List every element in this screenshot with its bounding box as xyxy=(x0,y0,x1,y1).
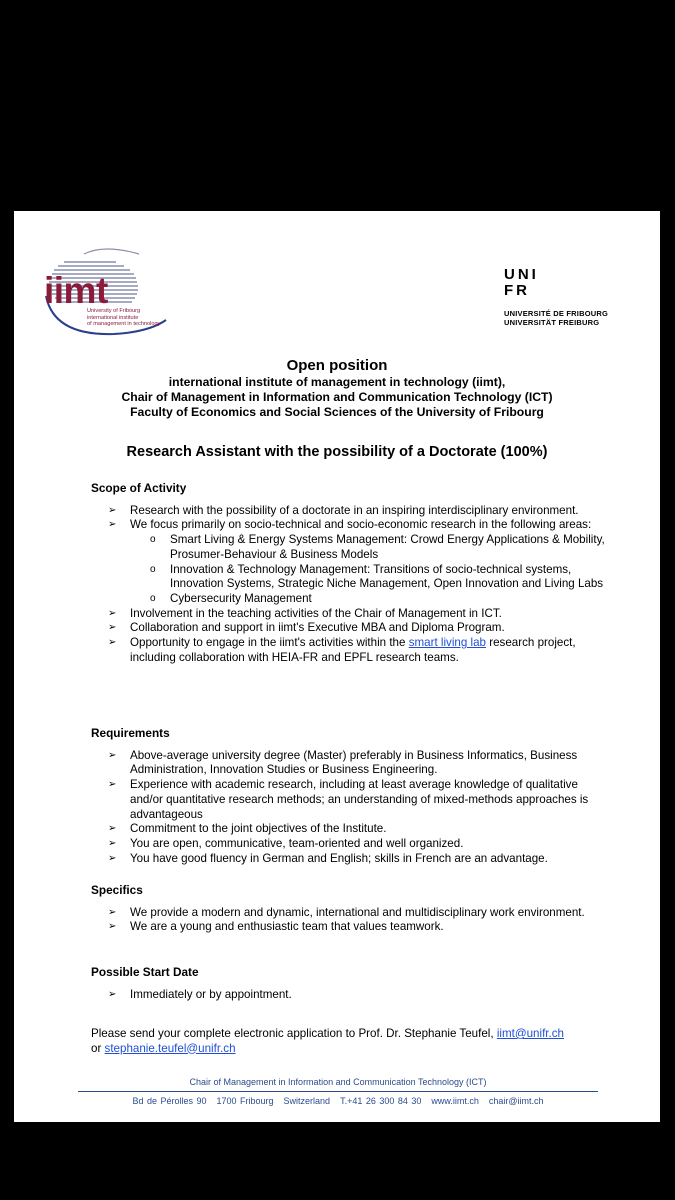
footer-address: Bd de Pérolles 90 1700 Fribourg Switzerland T.+41 26 300 84 30 www.iimt.ch chair@iimt.ch xyxy=(132,1096,544,1106)
smart-living-lab-link[interactable]: smart living lab xyxy=(408,636,487,650)
document-page xyxy=(14,211,660,1122)
specifics-heading: Specifics xyxy=(91,883,143,897)
iimt-logo-text: iimt xyxy=(44,270,108,311)
list-item: ➢ Above-average university degree (Master) preferably in Business Informatics, Business Administration, Innovation Studies or Business Engineering. xyxy=(108,748,578,777)
sub-list-item: o Innovation & Technology Management: Transitions of socio-technical systems, Innovation Systems, Strategic Niche Management, Open Innovation and Living Labs xyxy=(150,562,604,591)
circle-bullet-icon: o xyxy=(150,592,156,604)
scope-section xyxy=(91,481,611,665)
list-item: ➢ Experience with academic research, including at least average knowledge of qualitative and/or quantitative research methods; an understanding of mixed-methods approaches is advantageous xyxy=(108,778,589,821)
circle-bullet-icon: o xyxy=(150,534,156,546)
list-item: ➢ Immediately or by appointment. xyxy=(108,987,292,1001)
arrow-bullet-icon: ➢ xyxy=(108,622,117,634)
contact-paragraph: Please send your complete electronic application to Prof. Dr. Stephanie Teufel, iimt@unifr.ch or stephanie.teufel@unifr.ch xyxy=(91,1027,564,1055)
arrow-bullet-icon: ➢ xyxy=(108,837,117,849)
arrow-bullet-icon: ➢ xyxy=(108,519,117,531)
arrow-bullet-icon: ➢ xyxy=(108,504,117,516)
scope-heading: Scope of Activity xyxy=(91,481,187,495)
arrow-bullet-icon: ➢ xyxy=(108,607,117,619)
list-item: ➢ Research with the possibility of a doctorate in an inspiring interdisciplinary environment. xyxy=(108,503,579,517)
arrow-bullet-icon: ➢ xyxy=(108,637,117,649)
list-item: ➢ You are open, communicative, team-oriented and well organized. xyxy=(108,836,464,850)
unifr-logo: UNI FR UNIVERSITÉ DE FRIBOURG UNIVERSITÄT FREIBURG xyxy=(504,266,608,327)
institute-header: international institute of management in technology (iimt), Chair of Management in Information and Communication Technology (ICT) Faculty of Economics and Social Sciences of the University of Fribourg xyxy=(121,375,553,419)
arrow-bullet-icon: ➢ xyxy=(108,906,117,918)
requirements-section xyxy=(91,726,611,866)
start-date-section xyxy=(91,965,611,1002)
list-item: ➢ You have good fluency in German and English; skills in French are an advantage. xyxy=(108,851,548,865)
circle-bullet-icon: o xyxy=(150,563,156,575)
sub-list-item: o Cybersecurity Management xyxy=(150,591,312,605)
page-title: Open position xyxy=(286,357,388,374)
footer-chair: Chair of Management in Information and Communication Technology (ICT) xyxy=(189,1077,487,1087)
email-link-teufel[interactable]: stephanie.teufel@unifr.ch xyxy=(104,1041,236,1055)
arrow-bullet-icon: ➢ xyxy=(108,988,117,1000)
sub-list-item: o Smart Living & Energy Systems Management: Crowd Energy Applications & Mobility, Prosumer-Behaviour & Business Models xyxy=(150,533,605,561)
list-item: ➢ We are a young and enthusiastic team that values teamwork. xyxy=(108,920,444,934)
list-item: ➢ Commitment to the joint objectives of the Institute. xyxy=(108,822,387,836)
arrow-bullet-icon: ➢ xyxy=(108,921,117,933)
footer-divider xyxy=(78,1091,598,1092)
arrow-bullet-icon: ➢ xyxy=(108,779,117,791)
specifics-section xyxy=(91,883,611,935)
position-title: Research Assistant with the possibility of a Doctorate (100%) xyxy=(126,444,548,460)
list-item: ➢ Opportunity to engage in the iimt's activities within the smart living lab research project, including collaboration with HEIA-FR and EPFL research teams. xyxy=(108,636,576,664)
start-date-heading: Possible Start Date xyxy=(91,965,199,979)
email-link-iimt[interactable]: iimt@unifr.ch xyxy=(496,1027,564,1040)
arrow-bullet-icon: ➢ xyxy=(108,749,117,761)
iimt-logo-caption: University of Fribourg international institute of management in technology xyxy=(87,308,161,327)
list-item: ➢ Collaboration and support in iimt's Executive MBA and Diploma Program. xyxy=(108,621,505,635)
list-item: ➢ Involvement in the teaching activities of the Chair of Management in ICT. xyxy=(108,606,502,620)
arrow-bullet-icon: ➢ xyxy=(108,823,117,835)
arrow-bullet-icon: ➢ xyxy=(108,852,117,864)
list-item: ➢ We provide a modern and dynamic, international and multidisciplinary work environment. xyxy=(108,905,585,919)
requirements-heading: Requirements xyxy=(91,726,170,740)
list-item: ➢ We focus primarily on socio-technical and socio-economic research in the following areas: o Smart Living & Energy Systems Management: Crowd Energy Applications & Mobility, Prosumer-Behaviour & Business Models o Innovation & Technology Management: Transitions of socio-technical systems, Innovation Systems, Strategic Niche Management, Open Innovation and Living Labs o Cybersecurity Management xyxy=(91,518,611,606)
footer xyxy=(78,1077,598,1106)
